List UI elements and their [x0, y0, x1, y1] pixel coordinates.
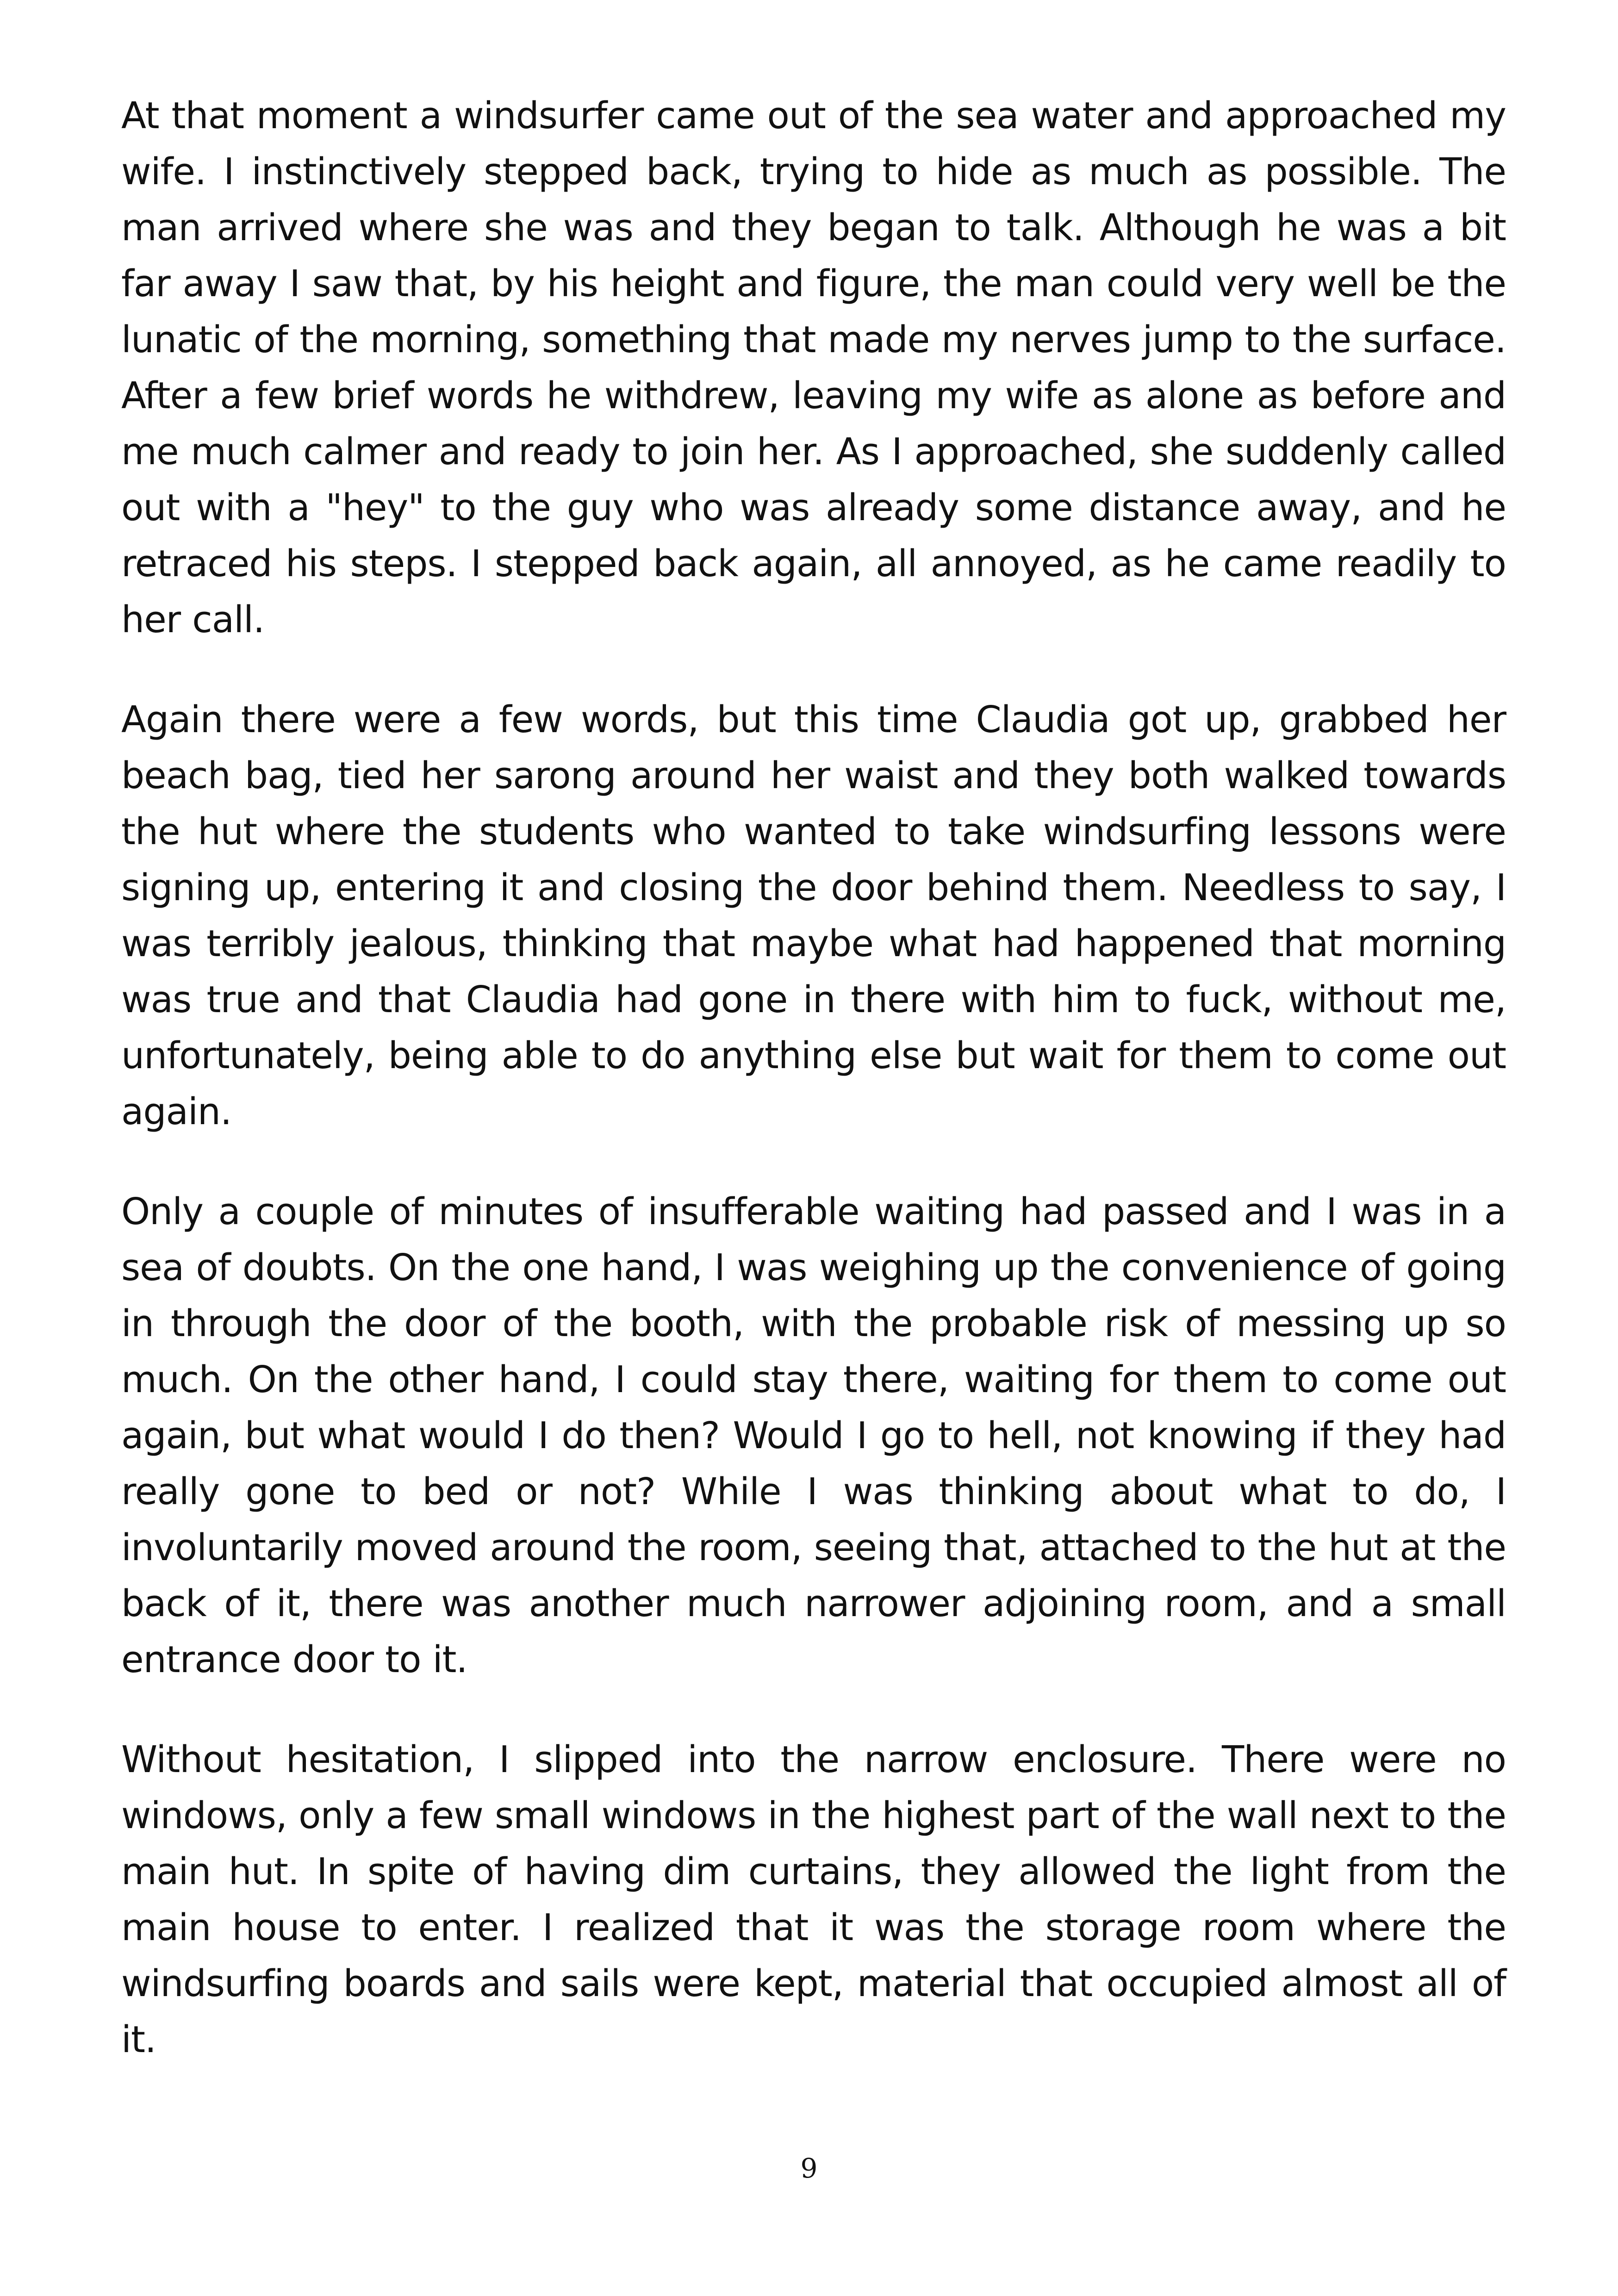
page-number: 9	[800, 2153, 818, 2184]
paragraph-2: Again there were a few words, but this time Claudia got up, grabbed her beach bag, tied her sarong around her waist and they both walked towards the hut where the students who wanted to take windsurfing lessons were signing up, entering it and closing the door behind them. Needless to say, I was terribly jealous, thinking that maybe what had happened that morning was true and that Claudia had gone in there with him to fuck, without me, unfortunately, being able to do anything else but wait for them to come out again.	[121, 698, 1506, 1133]
paragraph-3: Only a couple of minutes of insufferable waiting had passed and I was in a sea of doubts. On the one hand, I was weighing up the convenience of going in through the door of the booth, with the probable risk of messing up so much. On the other hand, I could stay there, waiting for them to come out again, but what would I do then? Would I go to hell, not knowing if they had really gone to bed or not? While I was thinking about what to do, I involuntarily moved around the room, seeing that, attached to the hut at the back of it, there was another much narrower adjoining room, and a small entrance door to it.	[121, 1190, 1506, 1681]
body-text	[121, 88, 1506, 2068]
paragraph-1: At that moment a windsurfer came out of the sea water and approached my wife. I instinctively stepped back, trying to hide as much as possible. The man arrived where she was and they began to talk. Although he was a bit far away I saw that, by his height and figure, the man could very well be the lunatic of the morning, something that made my nerves jump to the surface. After a few brief words he withdrew, leaving my wife as alone as before and me much calmer and ready to join her. As I approached, she suddenly called out with a "hey" to the guy who was already some distance away, and he retraced his steps. I stepped back again, all annoyed, as he came readily to her call.	[121, 94, 1506, 641]
paragraph-4: Without hesitation, I slipped into the narrow enclosure. There were no windows, only a few small windows in the highest part of the wall next to the main hut. In spite of having dim curtains, they allowed the light from the main house to enter. I realized that it was the storage room where the windsurfing boards and sails were kept, material that occupied almost all of it.	[121, 1738, 1506, 2061]
